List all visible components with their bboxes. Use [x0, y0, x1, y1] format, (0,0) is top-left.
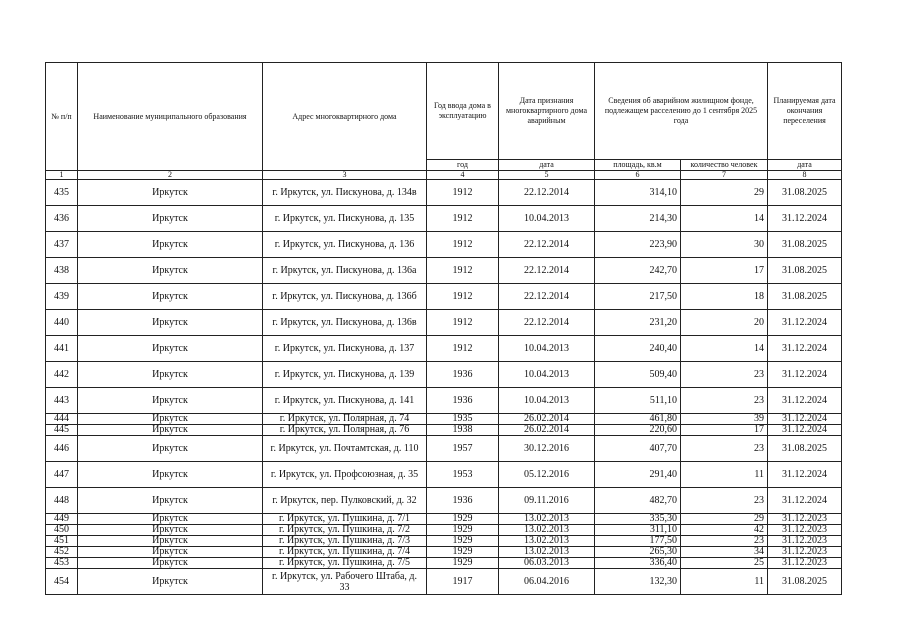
people-count-cell: 29 [681, 514, 768, 525]
address-cell: г. Иркутск, ул. Пискунова, д. 135 [263, 206, 427, 232]
area-cell: 314,10 [595, 180, 681, 206]
people-count-cell: 17 [681, 258, 768, 284]
header-address: Адрес многоквартирного дома [263, 63, 427, 171]
emergency-date-cell: 13.02.2013 [499, 525, 595, 536]
municipality-cell: Иркутск [78, 362, 263, 388]
year-cell: 1929 [427, 547, 499, 558]
subheader-people: количество человек [681, 160, 768, 171]
municipality-cell: Иркутск [78, 569, 263, 595]
address-cell: г. Иркутск, пер. Пулковский, д. 32 [263, 488, 427, 514]
municipality-cell: Иркутск [78, 388, 263, 414]
emergency-date-cell: 26.02.2014 [499, 414, 595, 425]
people-count-cell: 23 [681, 362, 768, 388]
column-number: 2 [78, 171, 263, 180]
area-cell: 407,70 [595, 436, 681, 462]
row-number-cell: 437 [46, 232, 78, 258]
header-row-number: № п/п [46, 63, 78, 171]
header-year: Год ввода дома в эксплуатацию [427, 63, 499, 160]
planned-end-date-cell: 31.12.2023 [768, 547, 842, 558]
planned-end-date-cell: 31.08.2025 [768, 569, 842, 595]
table-row [46, 310, 842, 336]
table-row [46, 362, 842, 388]
municipality-cell: Иркутск [78, 547, 263, 558]
year-cell: 1953 [427, 462, 499, 488]
year-cell: 1957 [427, 436, 499, 462]
table-row [46, 336, 842, 362]
planned-end-date-cell: 31.12.2023 [768, 525, 842, 536]
emergency-date-cell: 22.12.2014 [499, 310, 595, 336]
year-cell: 1929 [427, 525, 499, 536]
year-cell: 1929 [427, 514, 499, 525]
emergency-date-cell: 10.04.2013 [499, 362, 595, 388]
area-cell: 511,10 [595, 388, 681, 414]
municipality-cell: Иркутск [78, 284, 263, 310]
area-cell: 335,30 [595, 514, 681, 525]
planned-end-date-cell: 31.08.2025 [768, 284, 842, 310]
planned-end-date-cell: 31.08.2025 [768, 436, 842, 462]
municipality-cell: Иркутск [78, 514, 263, 525]
year-cell: 1912 [427, 258, 499, 284]
row-number-cell: 451 [46, 536, 78, 547]
subheader-end-date: дата [768, 160, 842, 171]
address-cell: г. Иркутск, ул. Пискунова, д. 137 [263, 336, 427, 362]
column-number: 5 [499, 171, 595, 180]
row-number-cell: 441 [46, 336, 78, 362]
table-row [46, 514, 842, 525]
people-count-cell: 14 [681, 206, 768, 232]
table-row [46, 462, 842, 488]
people-count-cell: 14 [681, 336, 768, 362]
municipality-cell: Иркутск [78, 425, 263, 436]
area-cell: 461,80 [595, 414, 681, 425]
municipality-cell: Иркутск [78, 232, 263, 258]
address-cell: г. Иркутск, ул. Пискунова, д. 141 [263, 388, 427, 414]
row-number-cell: 448 [46, 488, 78, 514]
row-number-cell: 449 [46, 514, 78, 525]
table-row [46, 569, 842, 595]
area-cell: 242,70 [595, 258, 681, 284]
table-row [46, 388, 842, 414]
emergency-date-cell: 13.02.2013 [499, 547, 595, 558]
address-cell: г. Иркутск, ул. Пушкина, д. 7/1 [263, 514, 427, 525]
address-cell: г. Иркутск, ул. Пушкина, д. 7/3 [263, 536, 427, 547]
column-number: 3 [263, 171, 427, 180]
emergency-date-cell: 09.11.2016 [499, 488, 595, 514]
address-cell: г. Иркутск, ул. Пискунова, д. 139 [263, 362, 427, 388]
area-cell: 132,30 [595, 569, 681, 595]
area-cell: 223,90 [595, 232, 681, 258]
people-count-cell: 18 [681, 284, 768, 310]
area-cell: 240,40 [595, 336, 681, 362]
header-emergency-fund: Сведения об аварийном жилищном фонде, подлежащем расселению до 1 сентября 2025 года [595, 63, 768, 160]
address-cell: г. Иркутск, ул. Пискунова, д. 134в [263, 180, 427, 206]
column-number: 8 [768, 171, 842, 180]
year-cell: 1935 [427, 414, 499, 425]
planned-end-date-cell: 31.08.2025 [768, 232, 842, 258]
municipality-cell: Иркутск [78, 488, 263, 514]
emergency-date-cell: 06.03.2013 [499, 558, 595, 569]
table-row [46, 258, 842, 284]
emergency-date-cell: 10.04.2013 [499, 206, 595, 232]
area-cell: 482,70 [595, 488, 681, 514]
area-cell: 220,60 [595, 425, 681, 436]
municipality-cell: Иркутск [78, 525, 263, 536]
table-row [46, 525, 842, 536]
people-count-cell: 29 [681, 180, 768, 206]
year-cell: 1936 [427, 488, 499, 514]
municipality-cell: Иркутск [78, 536, 263, 547]
area-cell: 509,40 [595, 362, 681, 388]
year-cell: 1936 [427, 388, 499, 414]
emergency-date-cell: 10.04.2013 [499, 336, 595, 362]
emergency-date-cell: 22.12.2014 [499, 284, 595, 310]
area-cell: 265,30 [595, 547, 681, 558]
address-cell: г. Иркутск, ул. Пушкина, д. 7/5 [263, 558, 427, 569]
address-cell: г. Иркутск, ул. Полярная, д. 76 [263, 425, 427, 436]
header-municipality: Наименование муниципального образования [78, 63, 263, 171]
people-count-cell: 11 [681, 569, 768, 595]
table-row [46, 180, 842, 206]
year-cell: 1912 [427, 206, 499, 232]
table-row [46, 284, 842, 310]
subheader-year: год [427, 160, 499, 171]
row-number-cell: 442 [46, 362, 78, 388]
subheader-area: площадь, кв.м [595, 160, 681, 171]
planned-end-date-cell: 31.12.2023 [768, 536, 842, 547]
people-count-cell: 42 [681, 525, 768, 536]
subheader-date: дата [499, 160, 595, 171]
column-number-row [46, 171, 842, 180]
address-cell: г. Иркутск, ул. Пискунова, д. 136б [263, 284, 427, 310]
emergency-date-cell: 05.12.2016 [499, 462, 595, 488]
area-cell: 177,50 [595, 536, 681, 547]
people-count-cell: 30 [681, 232, 768, 258]
address-cell: г. Иркутск, ул. Пискунова, д. 136 [263, 232, 427, 258]
area-cell: 311,10 [595, 525, 681, 536]
area-cell: 231,20 [595, 310, 681, 336]
municipality-cell: Иркутск [78, 180, 263, 206]
area-cell: 214,30 [595, 206, 681, 232]
column-number: 6 [595, 171, 681, 180]
municipality-cell: Иркутск [78, 310, 263, 336]
table-row [46, 414, 842, 425]
emergency-date-cell: 30.12.2016 [499, 436, 595, 462]
people-count-cell: 23 [681, 436, 768, 462]
emergency-date-cell: 22.12.2014 [499, 180, 595, 206]
planned-end-date-cell: 31.12.2024 [768, 462, 842, 488]
table-row [46, 206, 842, 232]
year-cell: 1912 [427, 310, 499, 336]
municipality-cell: Иркутск [78, 436, 263, 462]
row-number-cell: 443 [46, 388, 78, 414]
year-cell: 1912 [427, 336, 499, 362]
planned-end-date-cell: 31.08.2025 [768, 258, 842, 284]
row-number-cell: 446 [46, 436, 78, 462]
row-number-cell: 454 [46, 569, 78, 595]
planned-end-date-cell: 31.12.2024 [768, 336, 842, 362]
people-count-cell: 34 [681, 547, 768, 558]
people-count-cell: 39 [681, 414, 768, 425]
address-cell: г. Иркутск, ул. Пушкина, д. 7/2 [263, 525, 427, 536]
year-cell: 1929 [427, 558, 499, 569]
header-planned-end-date: Планируемая дата окончания переселения [768, 63, 842, 160]
planned-end-date-cell: 31.12.2023 [768, 558, 842, 569]
emergency-date-cell: 13.02.2013 [499, 536, 595, 547]
row-number-cell: 438 [46, 258, 78, 284]
row-number-cell: 435 [46, 180, 78, 206]
row-number-cell: 452 [46, 547, 78, 558]
emergency-date-cell: 10.04.2013 [499, 388, 595, 414]
municipality-cell: Иркутск [78, 206, 263, 232]
year-cell: 1912 [427, 180, 499, 206]
row-number-cell: 439 [46, 284, 78, 310]
row-number-cell: 440 [46, 310, 78, 336]
table-row [46, 436, 842, 462]
planned-end-date-cell: 31.12.2024 [768, 425, 842, 436]
header-emergency-date: Дата признания многоквартирного дома аварийным [499, 63, 595, 160]
address-cell: г. Иркутск, ул. Профсоюзная, д. 35 [263, 462, 427, 488]
housing-resettlement-table [45, 62, 842, 595]
table-row [46, 425, 842, 436]
table-body [46, 180, 842, 595]
municipality-cell: Иркутск [78, 558, 263, 569]
column-number: 7 [681, 171, 768, 180]
planned-end-date-cell: 31.12.2024 [768, 488, 842, 514]
table-row [46, 547, 842, 558]
year-cell: 1929 [427, 536, 499, 547]
header-row [46, 63, 842, 160]
row-number-cell: 436 [46, 206, 78, 232]
planned-end-date-cell: 31.12.2024 [768, 388, 842, 414]
column-number: 4 [427, 171, 499, 180]
people-count-cell: 23 [681, 536, 768, 547]
row-number-cell: 450 [46, 525, 78, 536]
table-row [46, 488, 842, 514]
column-number: 1 [46, 171, 78, 180]
planned-end-date-cell: 31.12.2024 [768, 206, 842, 232]
table-row [46, 558, 842, 569]
year-cell: 1912 [427, 232, 499, 258]
people-count-cell: 23 [681, 488, 768, 514]
year-cell: 1912 [427, 284, 499, 310]
planned-end-date-cell: 31.12.2024 [768, 362, 842, 388]
address-cell: г. Иркутск, ул. Полярная, д. 74 [263, 414, 427, 425]
emergency-date-cell: 22.12.2014 [499, 258, 595, 284]
municipality-cell: Иркутск [78, 462, 263, 488]
address-cell: г. Иркутск, ул. Пискунова, д. 136а [263, 258, 427, 284]
emergency-date-cell: 06.04.2016 [499, 569, 595, 595]
year-cell: 1936 [427, 362, 499, 388]
municipality-cell: Иркутск [78, 336, 263, 362]
area-cell: 291,40 [595, 462, 681, 488]
row-number-cell: 445 [46, 425, 78, 436]
address-cell: г. Иркутск, ул. Пушкина, д. 7/4 [263, 547, 427, 558]
row-number-cell: 453 [46, 558, 78, 569]
planned-end-date-cell: 31.12.2024 [768, 310, 842, 336]
address-cell: г. Иркутск, ул. Пискунова, д. 136в [263, 310, 427, 336]
year-cell: 1938 [427, 425, 499, 436]
emergency-date-cell: 22.12.2014 [499, 232, 595, 258]
address-cell: г. Иркутск, ул. Рабочего Штаба, д. 33 [263, 569, 427, 595]
planned-end-date-cell: 31.12.2023 [768, 514, 842, 525]
people-count-cell: 23 [681, 388, 768, 414]
people-count-cell: 20 [681, 310, 768, 336]
municipality-cell: Иркутск [78, 414, 263, 425]
people-count-cell: 17 [681, 425, 768, 436]
emergency-date-cell: 26.02.2014 [499, 425, 595, 436]
year-cell: 1917 [427, 569, 499, 595]
area-cell: 336,40 [595, 558, 681, 569]
planned-end-date-cell: 31.12.2024 [768, 414, 842, 425]
emergency-date-cell: 13.02.2013 [499, 514, 595, 525]
area-cell: 217,50 [595, 284, 681, 310]
people-count-cell: 11 [681, 462, 768, 488]
people-count-cell: 25 [681, 558, 768, 569]
table-row [46, 232, 842, 258]
municipality-cell: Иркутск [78, 258, 263, 284]
address-cell: г. Иркутск, ул. Почтамтская, д. 110 [263, 436, 427, 462]
row-number-cell: 444 [46, 414, 78, 425]
row-number-cell: 447 [46, 462, 78, 488]
table-row [46, 536, 842, 547]
planned-end-date-cell: 31.08.2025 [768, 180, 842, 206]
